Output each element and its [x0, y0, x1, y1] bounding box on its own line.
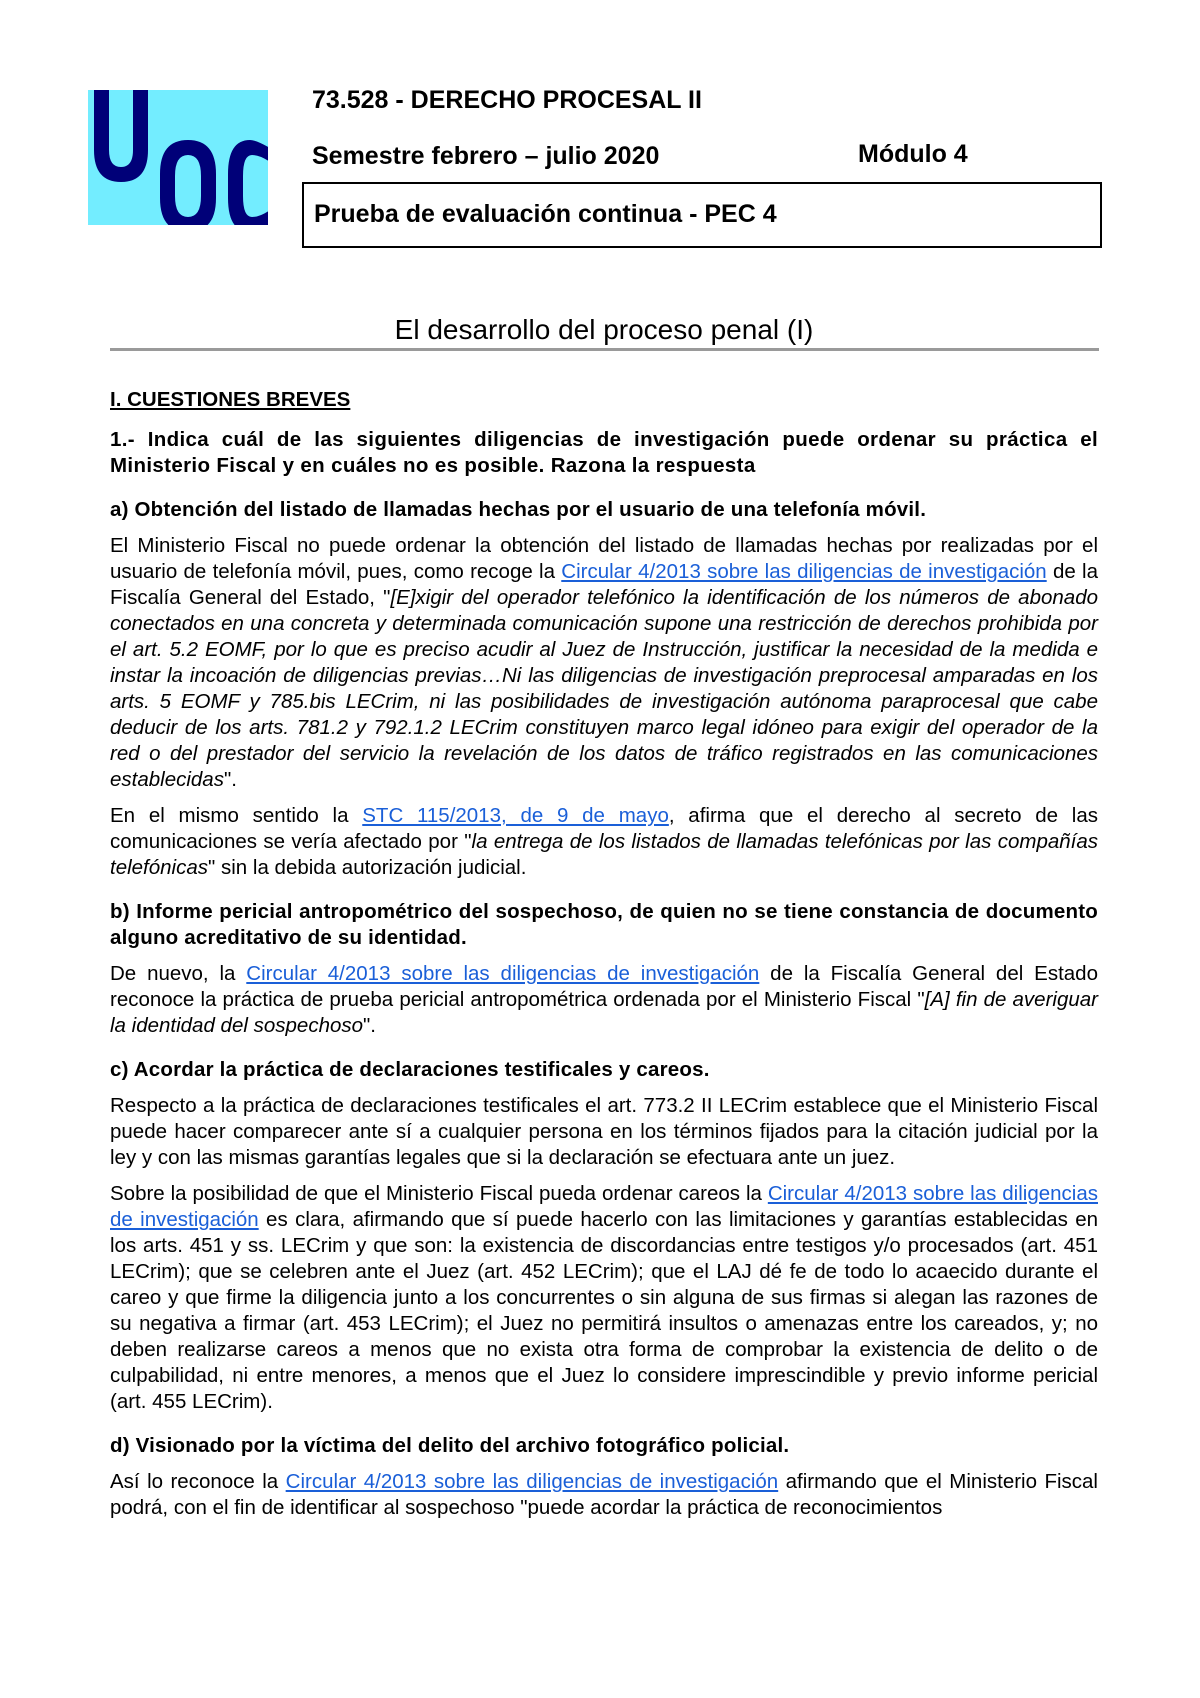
text: , afirma que el derecho al secreto de las comunicaciones se vería afectado por "	[110, 804, 1098, 853]
circular-link[interactable]: Circular 4/2013 sobre las diligencias de investigación	[110, 1182, 1098, 1231]
document-title: El desarrollo del proceso penal (I)	[394, 314, 814, 345]
answer-a-paragraph-1	[110, 533, 1098, 793]
answer-b-paragraph-1	[110, 961, 1098, 1039]
text: En el mismo sentido la	[110, 804, 363, 827]
text: afirmando que el Ministerio Fiscal podrá, con el fin de identificar al sospechoso "puede acordar la práctica de reconocimientos	[110, 1470, 1098, 1519]
stc-link[interactable]: STC 115/2013, de 9 de mayo	[362, 804, 669, 827]
title-divider	[110, 348, 1099, 351]
text: ".	[363, 1014, 377, 1037]
section-heading: I. CUESTIONES BREVES	[110, 388, 351, 411]
uoc-logo-icon	[88, 90, 268, 225]
assessment-title: Prueba de evaluación continua - PEC 4	[314, 200, 777, 228]
text: " sin la debida autorización judicial.	[208, 856, 527, 879]
answer-d-paragraph-1	[110, 1469, 1098, 1521]
text: Así lo reconoce la	[110, 1470, 286, 1493]
text: ".	[223, 768, 237, 791]
quote: [E]xigir del operador telefónico la identificación de los números de abonado conectados en una concreta y determinada comunicación supone una restricción de derechos prohibida por el art. 5.2 EOMF, por lo que es preciso acudir al Juez de Instrucción, justificar la necesidad de la medida e instar la incoación de diligencias previas…Ni las diligencias de investigación preprocesal amparadas en los arts. 5 EOMF y 785.bis LECrim, ni las posibilidades de investigación autónoma paraprocesal que cabe deducir de los arts. 781.2 y 792.1.2 LECrim constituyen marco legal idóneo para exigir del operador de la red o del prestador del servicio la revelación de los datos de tráfico registrados en las comunicaciones establecidas	[110, 586, 1098, 791]
text: De nuevo, la	[110, 962, 247, 985]
module-label: Módulo 4	[858, 140, 968, 168]
subquestion-b-heading: b) Informe pericial antropométrico del sospechoso, de quien no se tiene constancia de documento alguno acreditativo de su identidad.	[110, 900, 1098, 949]
assessment-box	[302, 182, 1102, 248]
semester: Semestre febrero – julio 2020	[312, 142, 660, 170]
course-code: 73.528 - DERECHO PROCESAL II	[312, 86, 702, 114]
document-body	[110, 387, 1098, 1521]
quote: la entrega de los listados de llamadas telefónicas por las compañías telefónicas	[110, 830, 1098, 879]
text: El Ministerio Fiscal no puede ordenar la obtención del listado de llamadas hechas por realizadas por el usuario de telefonía móvil, pues, como recoge la	[110, 534, 1098, 583]
answer-a-paragraph-2	[110, 803, 1098, 881]
text: es clara, afirmando que sí puede hacerlo con las limitaciones y garantías establecidas en los arts. 451 y ss. LECrim y que son: la existencia de discordancias entre testigos y/o procesados (art. 451 LECrim); que se celebren ante el Juez (art. 452 LECrim); que el LAJ dé fe de todo lo acaecido durante el careo y que firme la diligencia junto a los concurrentes o sin alguna de sus firmas si alegan las razones de su negativa a firmar (art. 453 LECrim); el Juez no permitirá insultos o amenazas entre los careados, y; no deben realizarse careos a menos que no exista otra forma de comprobar la existencia de delito o de culpabilidad, ni entre menores, a menos que el Juez lo considere imprescindible y previo informe pericial (art. 455 LECrim).	[110, 1208, 1098, 1413]
text: de la Fiscalía General del Estado reconoce la práctica de prueba pericial antropométrica ordenada por el Ministerio Fiscal "	[110, 962, 1098, 1011]
subquestion-d-heading: d) Visionado por la víctima del delito del archivo fotográfico policial.	[110, 1434, 790, 1457]
answer-c-paragraph-1: Respecto a la práctica de declaraciones testificales el art. 773.2 II LECrim establece que el Ministerio Fiscal puede hacer comparecer ante sí a cualquier persona en los términos fijados para la citación judicial por la ley y con las mismas garantías legales que si la declaración se efectuara ante un juez.	[110, 1094, 1098, 1169]
circular-link[interactable]: Circular 4/2013 sobre las diligencias de investigación	[561, 560, 1047, 583]
subquestion-a-heading: a) Obtención del listado de llamadas hechas por el usuario de una telefonía móvil.	[110, 498, 927, 521]
text: Sobre la posibilidad de que el Ministerio Fiscal pueda ordenar careos la	[110, 1182, 768, 1205]
uoc-logo	[88, 90, 268, 225]
circular-link[interactable]: Circular 4/2013 sobre las diligencias de investigación	[246, 962, 760, 985]
subquestion-c-heading: c) Acordar la práctica de declaraciones testificales y careos.	[110, 1058, 710, 1081]
circular-link[interactable]: Circular 4/2013 sobre las diligencias de investigación	[285, 1470, 779, 1493]
quote: [A] fin de averiguar la identidad del sospechoso	[110, 988, 1098, 1037]
question-heading: 1.- Indica cuál de las siguientes diligencias de investigación puede ordenar su práctica el Ministerio Fiscal y en cuáles no es posible. Razona la respuesta	[110, 428, 1098, 477]
text: de la Fiscalía General del Estado, "	[110, 560, 1098, 609]
answer-c-paragraph-2	[110, 1181, 1098, 1415]
